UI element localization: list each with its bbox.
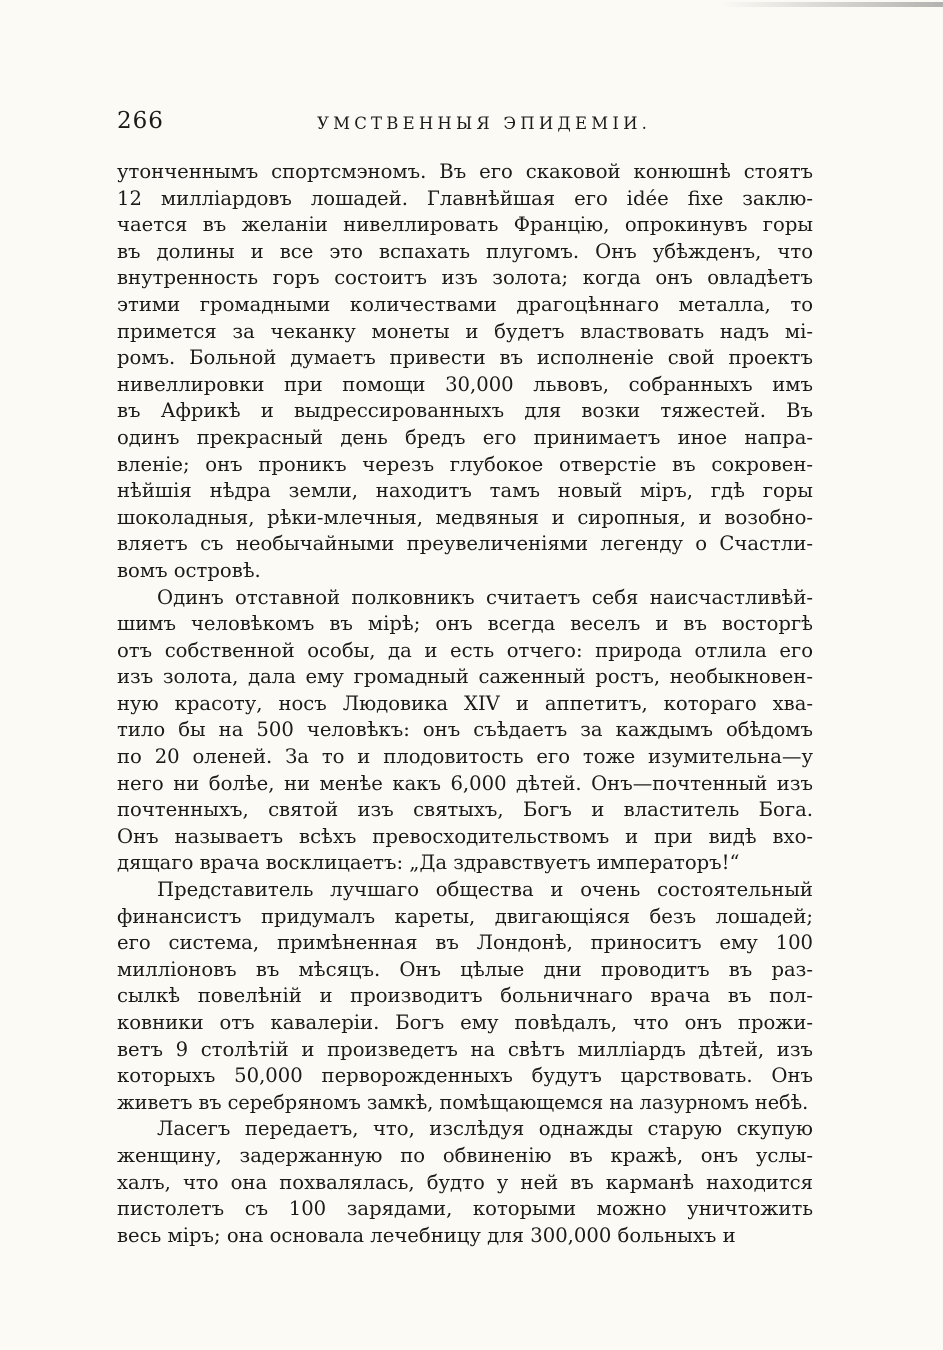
text-line: утонченнымъ спортсмэномъ. Въ его скаковой конюшнѣ стоятъ [117,160,813,183]
text-line: 12 милліардовъ лошадей. Главнѣйшая его idée fixe заклю- [117,186,813,210]
text-line: шоколадныя, рѣки-млечныя, медвяныя и сиропныя, и возобно- [117,505,813,529]
text-line: Онъ называетъ всѣхъ превосходительствомъ и при видѣ вхо- [117,824,813,848]
text-line: вленіе; онъ проникъ черезъ глубокое отверстіе въ сокровен- [117,452,813,476]
text-line: Представитель лучшаго общества и очень состоятельный [157,878,813,902]
paragraph [117,877,813,1116]
text-line: ковники отъ кавалеріи. Богъ ему повѣдалъ, что онъ прожи- [117,1011,813,1034]
page-header [117,108,813,140]
text-line: изъ золота, дала ему громадный саженный ростъ, необыкновен- [117,665,813,689]
text-line: сылкѣ повелѣній и производитъ больничнаго врача въ пол- [117,984,813,1008]
paragraph [117,159,813,585]
text-line: милліоновъ въ мѣсяцъ. Онъ цѣлые дни проводитъ въ раз- [117,957,813,981]
text-line: ромъ. Больной думаетъ привести въ исполненіе свой проектъ [117,346,813,370]
text-line: тило бы на 500 человѣкъ: онъ съѣдаетъ за каждымъ обѣдомъ [117,718,813,742]
text-line: Одинъ отставной полковникъ считаетъ себя наисчастливѣй- [157,585,813,609]
text-line: финансистъ придумалъ кареты, двигающіяся безъ лошадей; [117,904,813,928]
text-line: по 20 оленей. За то и плодовитость его тоже изумительна—у [117,745,813,769]
text-line: почтенныхъ, святой изъ святыхъ, Богъ и властитель Бога. [117,798,813,822]
text-line: вомъ островѣ. [117,558,261,582]
text-line: въ Африкѣ и выдрессированныхъ для возки тяжестей. Въ [117,399,813,423]
text-line: примется за чеканку монеты и будетъ властвовать надъ мі- [117,319,813,343]
text-line: внутренность горъ состоитъ изъ золота; когда онъ овладѣетъ [117,266,813,290]
text-line: живетъ въ серебряномъ замкѣ, помѣщающемся на лазурномъ небѣ. [117,1090,809,1114]
text-line: его система, примѣненная въ Лондонѣ, приноситъ ему 100 [117,931,813,955]
page-number: 266 [117,108,164,134]
paragraph [117,585,813,878]
text-line: одинъ прекрасный день бредъ его принимаетъ иное напра- [117,425,813,449]
text-line: въ долины и все это вспахать плугомъ. Онъ убѣжденъ, что [117,239,813,263]
paragraph [117,1116,813,1249]
text-line: женщину, задержанную по обвиненію въ кражѣ, онъ услы- [117,1143,813,1167]
running-title: УМСТВЕННЫЯ ЭПИДЕМІИ. [317,114,652,133]
text-line: Ласегъ передаетъ, что, изслѣдуя однажды старую скупую [157,1117,813,1141]
text-line: нѣйшія нѣдра земли, находитъ тамъ новый міръ, гдѣ горы [117,479,813,503]
text-line: вляетъ съ необычайными преувеличеніями легенду о Счастли- [117,532,813,556]
text-line: него ни болѣе, ни менѣе какъ 6,000 дѣтей. Онъ—почтенный изъ [117,771,813,795]
text-line: шимъ человѣкомъ въ мірѣ; онъ всегда веселъ и въ восторгѣ [117,612,813,636]
text-line: дящаго врача восклицаетъ: „Да здравствуетъ императоръ!“ [117,851,740,875]
body-text [117,159,813,1249]
text-line: отъ собственной особы, да и есть отчего: природа отлила его [117,638,813,662]
scan-edge-mark [720,2,943,7]
text-line: ную красоту, носъ Людовика XIV и аппетитъ, котораго хва- [117,691,813,715]
text-line: нивеллировки при помощи 30,000 львовъ, собранныхъ имъ [117,372,813,396]
text-line: которыхъ 50,000 перворожденныхъ будутъ царствовать. Онъ [117,1064,813,1088]
text-line: пистолетъ съ 100 зарядами, которыми можно уничтожить [117,1197,813,1221]
text-line: ветъ 9 столѣтій и произведетъ на свѣтъ милліардъ дѣтей, изъ [117,1037,813,1061]
text-line: чается въ желаніи нивеллировать Францію, опрокинувъ горы [117,213,813,237]
text-line: этими громадными количествами драгоцѣннаго металла, то [117,292,813,316]
text-line: весь міръ; она основала лечебницу для 300,000 больныхъ и [117,1223,736,1247]
text-line: халъ, что она похвалялась, будто у ней въ карманѣ находится [117,1170,813,1194]
